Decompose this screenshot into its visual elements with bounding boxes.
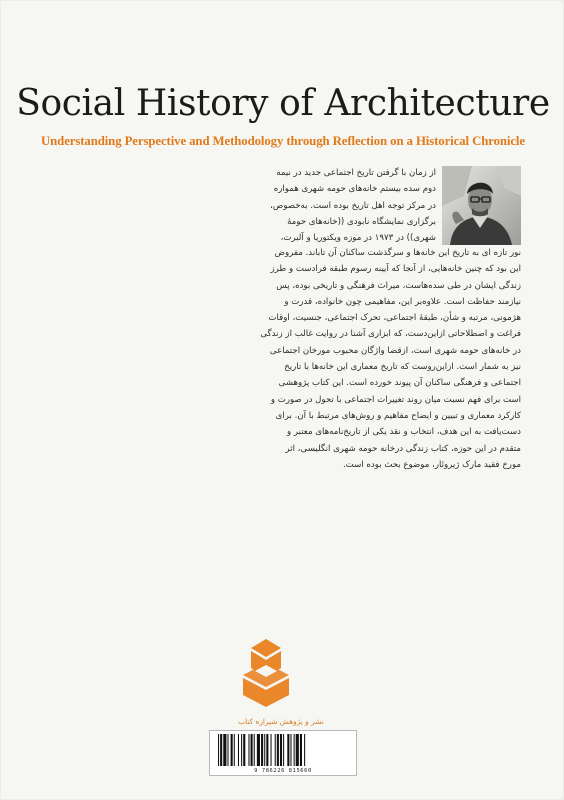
publisher-name: نشر و پژوهش شیرازه کتاب: [238, 717, 324, 726]
description-line: هژمونی، مرتبه و شأن، طبقهٔ اجتماعی، تحرک اجتماعی، جنسیت، اوقات: [268, 313, 521, 324]
isbn-barcode: [209, 730, 357, 776]
description-line: اجتماعی و فرهنگی ساکنان آن پیوند خورده است. این کتاب پژوهشی: [278, 378, 521, 389]
description-line: نیازمند حفاظت است. علاوه‌بر این، مفاهیمی چون خانواده، قدرت و: [284, 296, 521, 307]
description-paragraph: [241, 245, 521, 473]
description-line: در خانه‌های حومه شهری است، ازقضا واژگان محبوب مورخان اجتماعی: [269, 345, 521, 356]
description-line: این بود که چنین خانه‌هایی، از آنجا که آیینه رسوم طبقه فرادست و طرز: [270, 264, 521, 275]
intro-line: در مرکز توجه اهل تاریخ بوده است. به‌خصوص،: [270, 200, 436, 211]
description-line: دست‌یافت به این هدف، انتخاب و نقد یکی از تاریخ‌نامه‌های معتبر و: [286, 427, 521, 438]
intro-line: دوم سده بیستم خانه‌های حومه شهری همواره: [273, 184, 436, 195]
publisher-logo-icon: [237, 637, 295, 709]
description-line: نور تازه ای به تاریخ این خانه‌ها و سرگذشت ساکنان آن تاباند. مفروض: [274, 248, 521, 258]
description-line: است برای فهم نسبت میان روند تغییرات اجتماعی با تحول در صورت و: [270, 394, 521, 405]
description-line: زندگی ایشان در طی سده‌هاست، میراث فرهنگی و تاریخی بوده، پس: [276, 280, 521, 291]
author-portrait-icon: [442, 166, 521, 245]
description-line: فراغت و اصطلاحاتی ازاین‌دست، که ابزاری آشنا در روایت غالب از زندگی: [260, 329, 521, 340]
book-title: Social History of Architecture: [16, 83, 550, 124]
isbn-digits: 9 786226 815660: [254, 768, 312, 774]
description-line: کارکرد معماری و تبیین و ایضاح مفاهیم و روش‌های مرتبط با آن. برای: [275, 410, 521, 421]
intro-paragraph: [256, 165, 436, 246]
description-line: متقدم در این حوزه، کتاب زندگی درخانه حومه شهری انگلیسی، اثر: [285, 443, 521, 454]
intro-line: از زمان با گرفتن تاریخ اجتماعی جدید در نیمه: [276, 168, 436, 178]
intro-line: شهری)) در ۱۹۷۳ در موزه ویکتوریا و آلبرت،: [280, 233, 436, 244]
description-line: نیز به شمار است. ازاین‌روست که تاریخ معماری این خانه‌ها با تاریخ: [284, 362, 521, 373]
intro-line: برگزاری نمایشگاه نابودی ((خانه‌های حومهٔ: [287, 216, 436, 227]
description-line: مورخ فقید مارک ژیروئار، موضوع بحث بوده است.: [342, 459, 521, 470]
book-subtitle: Understanding Perspective and Methodology through Reflection on a Historical Chronicle: [41, 134, 525, 148]
barcode-bars: [216, 734, 352, 766]
